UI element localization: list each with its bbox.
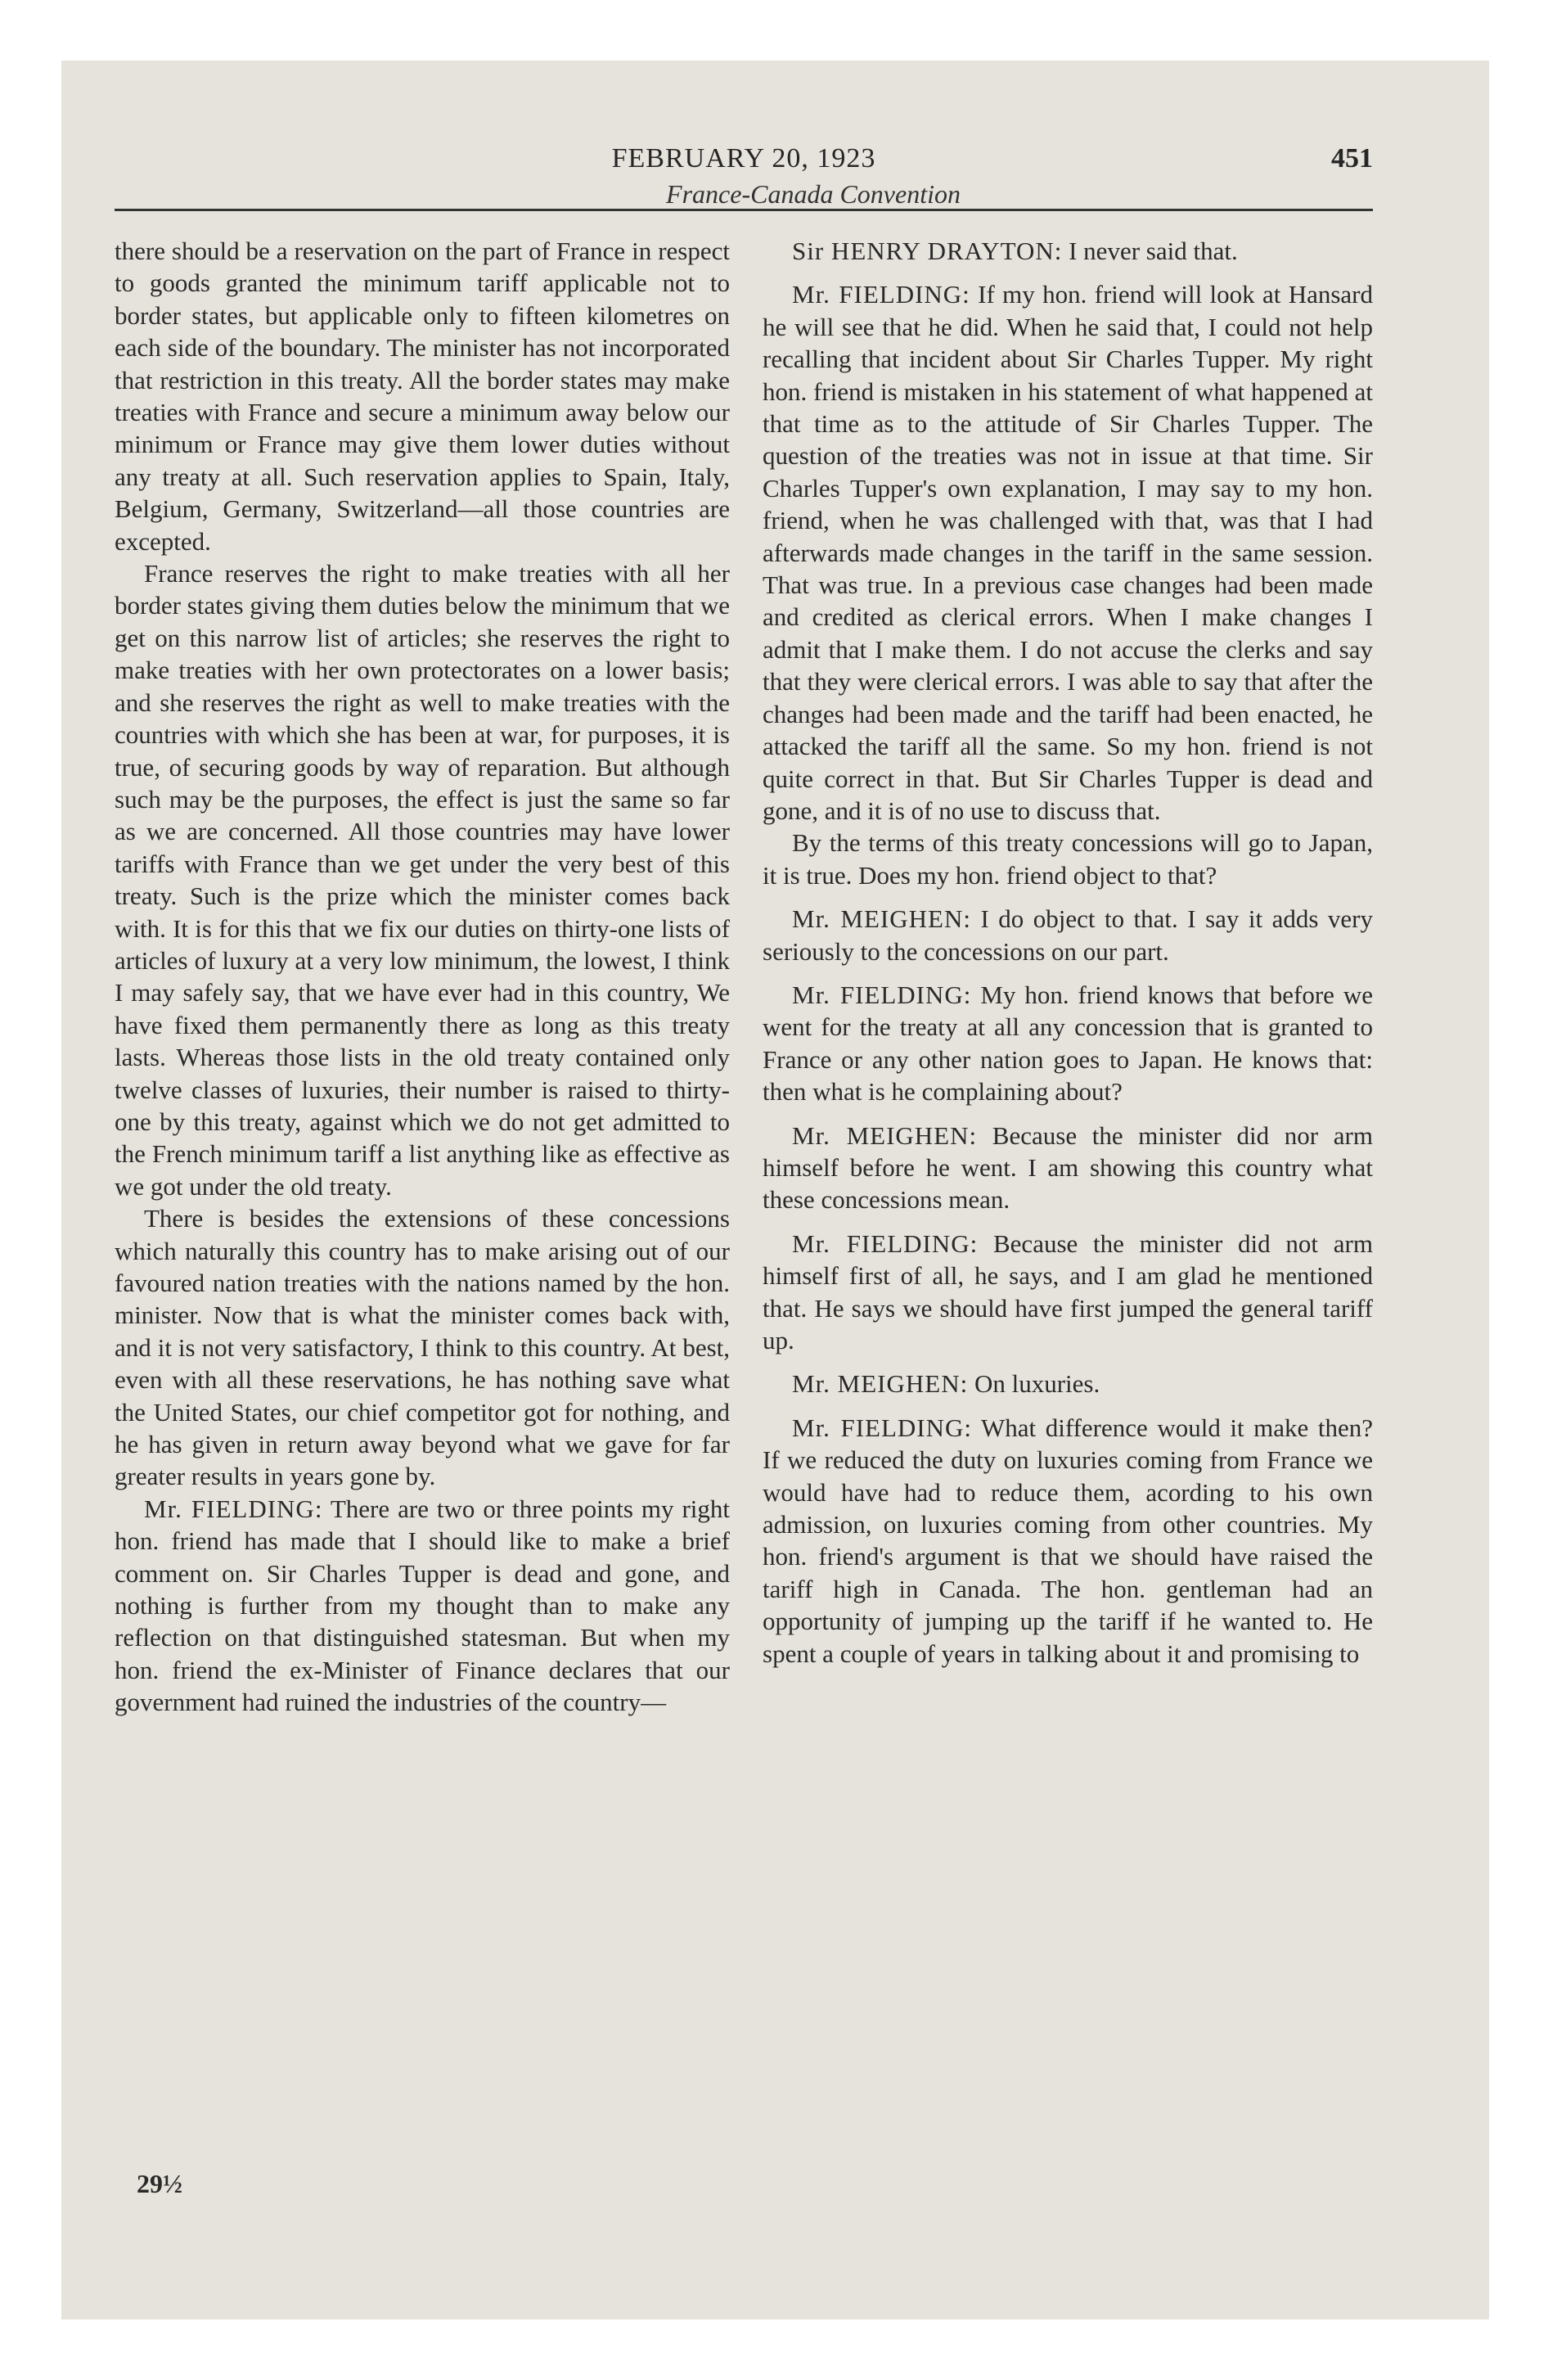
speech-paragraph <box>763 1368 1373 1400</box>
speech-paragraph <box>763 1120 1373 1216</box>
speech-text: Because the minister did nor arm himself before he went. I am showing this country what these concessions mean. <box>763 1120 1373 1215</box>
speech-paragraph <box>115 1493 730 1719</box>
speech-text: There are two or three points my right hon. friend has made that I should like to make a brief comment on. Sir Charles Tupper is dead and gone, and nothing is further from my thought than to make any reflection on that distinguished statesman. But when my hon. friend the ex-Minister of Finance declares that our government had ruined the industries of the country— <box>115 1494 730 1717</box>
speech-paragraph <box>763 235 1373 267</box>
speech-paragraph <box>763 1228 1373 1357</box>
paragraph: there should be a reservation on the part of France in respect to goods granted the minimum tariff applicable not to border states, but applicable only to fifteen kilometres on each side of the boundary. The minister has not incorporated that restriction in this treaty. All the border states may make treaties with France and secure a minimum away below our minimum or France may give them lower duties without any treaty at all. Such reservation applies to Spain, Italy, Belgium, Germany, Switzerland—all those countries are excepted. <box>115 237 730 556</box>
left-column <box>115 235 730 1719</box>
speaker-name: Mr. MEIGHEN: <box>792 1120 978 1150</box>
speech-paragraph <box>763 979 1373 1108</box>
page-number: 451 <box>1331 143 1373 174</box>
speaker-name: Sir HENRY DRAYTON: <box>792 237 1063 265</box>
right-column <box>763 235 1373 1670</box>
signature-mark: 29½ <box>137 2169 182 2198</box>
speech-text: If my hon. friend will look at Hansard he will see that he did. When he said that, I could not help recalling that incident about Sir Charles Tupper. My right hon. friend is mistaken in his statement of what happened at that time as to the attitude of Sir Charles Tupper. The question of the treaties was not in issue at that time. Sir Charles Tupper's own explanation, I may say to my hon. friend, when he was challenged with that, was that I had afterwards made changes in the tariff in the same session. That was true. In a previous case changes had been made and credited as clerical errors. When I make changes I admit that I make them. I do not accuse the clerks and say that they were clerical errors. I was able to say that after the changes had been made and the tariff had been enacted, he attacked the tariff all the same. So my hon. friend is not quite correct in that. But Sir Charles Tupper is dead and gone, and it is of no use to discuss that. <box>763 280 1374 825</box>
header-subtitle: France-Canada Convention <box>666 179 961 209</box>
speech-text: Because the minister did not arm himself first of all, he says, and I am glad he mentioned that. He says we should have first jumped the general tariff up. <box>763 1228 1373 1355</box>
speech-text: My hon. friend knows that before we went for the treaty at all any concession that is granted to France or any other nation goes to Japan. He knows that: then what is he complaining about? <box>763 980 1373 1107</box>
paragraph: There is besides the extensions of these concessions which naturally this country has to make arising out of our favoured nation treaties with the nations named by the hon. minister. Now that is what the minister comes back with, and it is not very satisfactory, I think to this country. At best, even with all these reservations, he has nothing save what the United States, our chief competitor got for nothing, and he has given in return away beyond what we gave for far greater results in years gone by. <box>115 1204 730 1491</box>
speaker-name: Mr. MEIGHEN: <box>792 1369 969 1399</box>
speech-text: I do object to that. I say it adds very seriously to the concessions on our part. <box>763 904 1373 966</box>
header-rule <box>115 209 1373 211</box>
speaker-name: Mr. FIELDING: <box>144 1494 323 1523</box>
speech-paragraph <box>763 903 1373 967</box>
speaker-name: Mr. MEIGHEN: <box>792 904 971 934</box>
speaker-name: Mr. FIELDING: <box>792 280 970 309</box>
speaker-name: Mr. FIELDING: <box>792 980 972 1009</box>
speech-text: What difference would it make then? If we reduced the duty on luxuries coming from France we would have had to reduce them, acording to his own admission, on luxuries coming from other countries. My hon. friend's argument is that we should have raised the tariff high in Canada. The hon. gentleman had an opportunity of jumping up the tariff if he wanted to. He spent a couple of years in talking about it and promising to <box>763 1413 1373 1668</box>
speech-text: I never said that. <box>1069 237 1238 265</box>
header-date: FEBRUARY 20, 1923 <box>611 143 876 174</box>
speech-paragraph <box>763 1412 1373 1670</box>
page-header <box>115 143 1373 209</box>
paragraph: France reserves the right to make treaties with all her border states giving them duties below the minimum that we get on this narrow list of articles; she reserves the right to make treaties with her own protectorates on a lower basis; and she reserves the right as well to make treaties with the countries with which she has been at war, for purposes, it is true, of securing goods by way of reparation. But although such may be the purposes, the effect is just the same so far as we are concerned. All those countries may have lower tariffs with France than we get under the very best of this treaty. Such is the prize which the minister comes back with. It is for this that we fix our duties on thirty-one lists of articles of luxury at a very low minimum, the lowest, I think I may safely say, that we have ever had in this country, We have fixed them permanently there as long as this treaty lasts. Whereas those lists in the old treaty contained only twelve classes of luxuries, their number is raised to thirty-one by this treaty, against which we do not get admitted to the French minimum tariff a list anything like as effective as we got under the old treaty. <box>115 559 730 1201</box>
speaker-name: Mr. FIELDING: <box>792 1413 973 1442</box>
speech-paragraph <box>763 278 1373 827</box>
speaker-name: Mr. FIELDING: <box>792 1228 979 1258</box>
paragraph: By the terms of this treaty concessions will go to Japan, it is true. Does my hon. friend object to that? <box>763 828 1373 890</box>
speech-text: On luxuries. <box>974 1369 1100 1399</box>
